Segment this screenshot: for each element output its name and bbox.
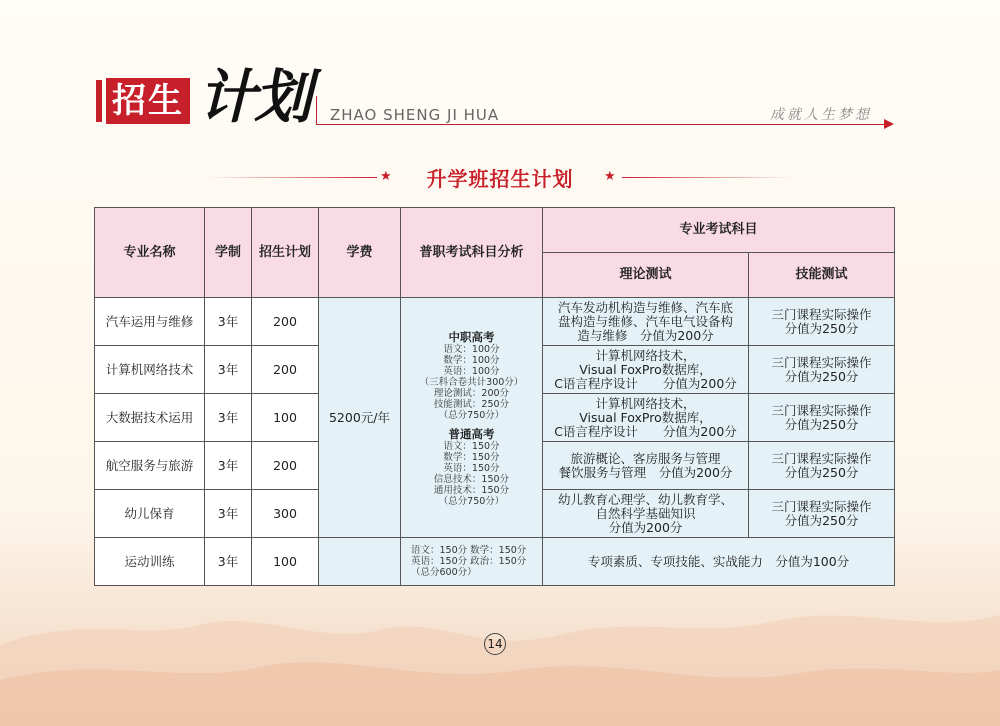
major-name: 计算机网络技术: [95, 346, 205, 394]
duration: 3年: [205, 298, 252, 346]
analysis-line: 技能测试：250分: [433, 399, 510, 410]
tuition-fee-empty: [319, 538, 401, 586]
skill-line: 三门课程实际操作: [771, 306, 872, 322]
star-icon: ★: [380, 169, 392, 184]
skill-subjects: [749, 394, 895, 442]
title-accent-bar: [96, 80, 102, 122]
theory-subjects: [543, 490, 749, 538]
header-arrow-icon: [884, 119, 894, 129]
analysis-line: 数学：150分: [443, 452, 500, 463]
quota: 100: [252, 394, 319, 442]
general-exam-title: 普通高考: [448, 427, 495, 441]
section-title-box: 招生: [106, 78, 190, 124]
theory-line: 餐饮服务与管理 分值为200分: [558, 464, 733, 480]
duration: 3年: [205, 538, 252, 586]
theory-line: C语言程序设计 分值为200分: [554, 423, 737, 439]
subtitle-rule-right: [622, 177, 794, 178]
theory-subjects: [543, 298, 749, 346]
theory-line: 计算机网络技术，: [595, 395, 696, 411]
analysis-line: 理论测试：200分: [433, 388, 510, 399]
sport-exam-analysis: [401, 538, 543, 586]
skill-line: 分值为250分: [784, 416, 859, 432]
subtitle-rule-left: [205, 177, 377, 178]
header-divider: [316, 96, 317, 125]
quota: 300: [252, 490, 319, 538]
major-name: 航空服务与旅游: [95, 442, 205, 490]
header-fee: 学费: [319, 208, 401, 298]
duration: 3年: [205, 490, 252, 538]
theory-line: Visual FoxPro数据库，: [579, 361, 712, 377]
skill-line: 分值为250分: [784, 512, 859, 528]
quota: 200: [252, 442, 319, 490]
quota: 200: [252, 298, 319, 346]
skill-line: 三门课程实际操作: [771, 354, 872, 370]
duration: 3年: [205, 442, 252, 490]
theory-line: 旅游概论、客房服务与管理: [570, 450, 721, 466]
header-analysis: 普职考试科目分析: [401, 208, 543, 298]
table-row: [95, 298, 895, 346]
header-rule: [316, 124, 890, 125]
duration: 3年: [205, 346, 252, 394]
header-duration: 学制: [205, 208, 252, 298]
theory-line: 汽车发动机构造与维修、汽车底: [557, 299, 733, 315]
theory-line: C语言程序设计 分值为200分: [554, 375, 737, 391]
theory-line: 幼儿教育心理学、幼儿教育学、: [557, 491, 733, 507]
analysis-line: 数学：100分: [443, 355, 500, 366]
skill-line: 三门课程实际操作: [771, 498, 872, 514]
skill-line: 分值为250分: [784, 320, 859, 336]
table-row: [95, 538, 895, 586]
theory-line: Visual FoxPro数据库，: [579, 409, 712, 425]
enrollment-plan-table: [94, 207, 895, 586]
duration: 3年: [205, 394, 252, 442]
landscape-background: [0, 585, 1000, 726]
analysis-line: 英语：150分 政治：150分: [411, 556, 527, 567]
header-exam: 专业考试科目: [543, 208, 895, 253]
analysis-line: 英语：100分: [443, 366, 500, 377]
analysis-line: 通用技术：150分: [433, 485, 510, 496]
theory-line: 自然科学基础知识: [595, 505, 696, 521]
analysis-line: （总分600分）: [411, 567, 477, 578]
header-quota: 招生计划: [252, 208, 319, 298]
theory-line: 计算机网络技术，: [595, 347, 696, 363]
analysis-line: 语文：150分 数学：150分: [411, 545, 527, 556]
quota: 100: [252, 538, 319, 586]
section-title-pinyin: ZHAO SHENG JI HUA: [330, 106, 500, 124]
analysis-line: （总分750分）: [438, 496, 505, 507]
skill-line: 分值为250分: [784, 368, 859, 384]
vocational-exam-title: 中职高考: [448, 330, 495, 344]
skill-subjects: [749, 298, 895, 346]
tuition-fee: 5200元/年: [319, 298, 401, 538]
skill-subjects: [749, 442, 895, 490]
analysis-line: （三科合卷共计300分）: [419, 377, 524, 388]
sport-exam-subjects: 专项素质、专项技能、实战能力 分值为100分: [543, 538, 895, 586]
skill-line: 三门课程实际操作: [771, 402, 872, 418]
skill-line: 分值为250分: [784, 464, 859, 480]
analysis-line: 信息技术：150分: [433, 474, 510, 485]
major-name: 汽车运用与维修: [95, 298, 205, 346]
major-name: 大数据技术运用: [95, 394, 205, 442]
analysis-line: 语文：100分: [443, 344, 500, 355]
major-name: 幼儿保育: [95, 490, 205, 538]
theory-subjects: [543, 394, 749, 442]
major-name: 运动训练: [95, 538, 205, 586]
theory-line: 盘构造与维修、汽车电气设备构: [557, 313, 733, 329]
header-major: 专业名称: [95, 208, 205, 298]
theory-subjects: [543, 442, 749, 490]
page-number: 14: [484, 633, 506, 655]
skill-subjects: [749, 490, 895, 538]
quota: 200: [252, 346, 319, 394]
table-title: 升学班招生计划: [426, 167, 574, 191]
header-skill: 技能测试: [749, 253, 895, 298]
analysis-line: 英语：150分: [443, 463, 500, 474]
section-title-calligraphy: 计划: [198, 63, 311, 131]
analysis-line: 语文：150分: [443, 441, 500, 452]
theory-subjects: [543, 346, 749, 394]
slogan: 成就人生梦想: [770, 107, 872, 123]
theory-line: 分值为200分: [608, 519, 683, 535]
theory-line: 造与维修 分值为200分: [577, 327, 714, 343]
star-icon: ★: [604, 169, 616, 184]
header-theory: 理论测试: [543, 253, 749, 298]
analysis-line: （总分750分）: [438, 410, 505, 421]
skill-line: 三门课程实际操作: [771, 450, 872, 466]
exam-analysis: [401, 298, 543, 538]
skill-subjects: [749, 346, 895, 394]
